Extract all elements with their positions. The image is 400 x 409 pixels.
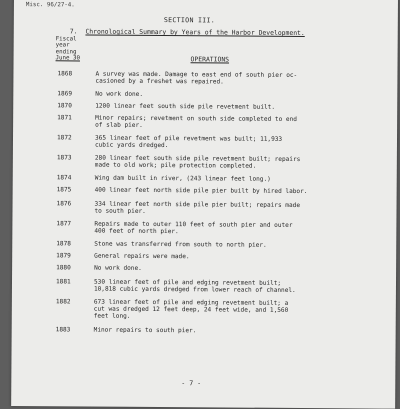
operation-line: cut was dredged 12 feet deep, 24 feet wide, and 1,560: [93, 305, 289, 315]
row-year: 1878: [56, 240, 71, 248]
operation-line: to south pier.: [94, 207, 146, 216]
operation-line: Wing dam built in river, (243 linear feet long.): [94, 174, 271, 183]
operation-line: of slab pier.: [95, 121, 143, 130]
chronology-row: [13, 174, 397, 183]
row-year: 1876: [56, 200, 72, 208]
chronology-row: [13, 70, 397, 86]
row-year: 1872: [56, 134, 72, 142]
operation-line: 400 linear feet north side pile pier built by hired labor.: [94, 186, 308, 196]
fiscal-header-line: Fiscal: [55, 36, 77, 43]
row-year: 1877: [56, 220, 72, 228]
operation-line: 673 linear feet of pile and edging revetment built; a: [93, 298, 289, 307]
operation-line: 280 linear feet south side pile revetment built; repairs: [94, 154, 301, 164]
chronology-row: [12, 264, 396, 272]
document-id: Misc. 96/27-4.: [25, 2, 75, 9]
operation-line: 365 linear feet of pile revetment was built; 11,933: [94, 134, 283, 143]
row-year: 1868: [57, 70, 73, 78]
row-operation: [95, 103, 375, 112]
chronology-row: [12, 298, 396, 321]
row-operation: [94, 327, 374, 336]
operation-line: feet long.: [93, 312, 131, 321]
operation-line: 1200 linear feet south side pile revetment built.: [95, 102, 276, 111]
chronology-row: [12, 220, 396, 236]
operation-line: made to old work; pile protection completed.: [94, 161, 257, 170]
row-year: 1881: [55, 278, 71, 286]
operation-line: Minor repairs to south pier.: [93, 326, 197, 335]
row-operation: [94, 241, 374, 250]
row-operation: [95, 115, 375, 131]
row-operation: [94, 253, 374, 262]
page-number: - 7 -: [181, 379, 202, 388]
operation-line: Minor repairs; revetment on south side completed to end: [95, 114, 297, 123]
fiscal-header-line: ending: [55, 49, 77, 56]
chronology-row: [12, 326, 396, 335]
operation-line: 400 feet of north pier.: [94, 227, 179, 236]
row-year: 1871: [57, 114, 72, 122]
row-operation: [94, 265, 374, 274]
row-year: 1879: [56, 252, 71, 260]
chronology-row: [13, 90, 397, 98]
operation-line: cubic yards dredged.: [94, 141, 169, 150]
chronology-row: [12, 240, 396, 249]
operation-line: Repairs made to outer 110 feet of south pier and outer: [94, 220, 293, 229]
operation-line: A survey was made. Damage to east end of south pier oc-: [95, 70, 298, 79]
chronology-row: [13, 114, 397, 130]
section-title: SECTION III.: [163, 16, 216, 25]
row-year: 1883: [55, 326, 71, 334]
row-year: 1873: [56, 154, 72, 162]
row-year: 1869: [57, 90, 73, 98]
row-operation: [95, 91, 375, 100]
fiscal-year-header: [56, 36, 81, 62]
operation-line: 334 linear feet north side pile pier built; repairs made: [94, 200, 301, 210]
operation-line: No work done.: [94, 264, 142, 272]
operation-line: casioned by a freshet was repaired.: [95, 77, 224, 86]
chronology-row: [12, 278, 396, 295]
chronology-row: [13, 134, 397, 150]
row-operation: [95, 187, 375, 196]
chronology-row: [13, 200, 397, 216]
row-operation: [94, 299, 374, 323]
row-year: 1870: [57, 102, 72, 110]
row-year: 1882: [55, 298, 71, 306]
row-operation: [95, 155, 375, 171]
row-operation: [95, 175, 375, 184]
operation-line: No work done.: [95, 90, 144, 98]
row-year: 1880: [56, 264, 71, 272]
operations-header: OPERATIONS: [190, 55, 230, 64]
subtitle-number: 7.: [69, 27, 78, 36]
chronology-list: [13, 70, 397, 335]
operation-line: 10,818 cubic yards dredged from lower reach of channel.: [93, 285, 296, 295]
document-page: [11, 0, 398, 409]
row-year: 1874: [56, 174, 72, 182]
row-operation: [94, 279, 374, 295]
row-operation: [94, 221, 374, 237]
row-operation: [94, 201, 374, 217]
chronology-row: [13, 102, 397, 111]
chronology-row: [13, 186, 397, 196]
fiscal-header-line: June 30: [55, 55, 81, 62]
operation-line: 530 linear feet of pile and edging revetment built;: [93, 278, 282, 287]
chronology-row: [12, 252, 396, 261]
subtitle: [70, 27, 305, 37]
row-operation: [95, 135, 375, 151]
subtitle-text: Chronological Summary by Years of the Harbor Development.: [85, 27, 305, 38]
row-year: 1875: [56, 186, 72, 194]
row-operation: [95, 71, 375, 87]
operation-line: Stone was transferred from south to north pier.: [94, 240, 267, 249]
operation-line: General repairs were made.: [94, 252, 190, 261]
chronology-row: [13, 154, 397, 170]
fiscal-header-line: year: [55, 42, 70, 49]
